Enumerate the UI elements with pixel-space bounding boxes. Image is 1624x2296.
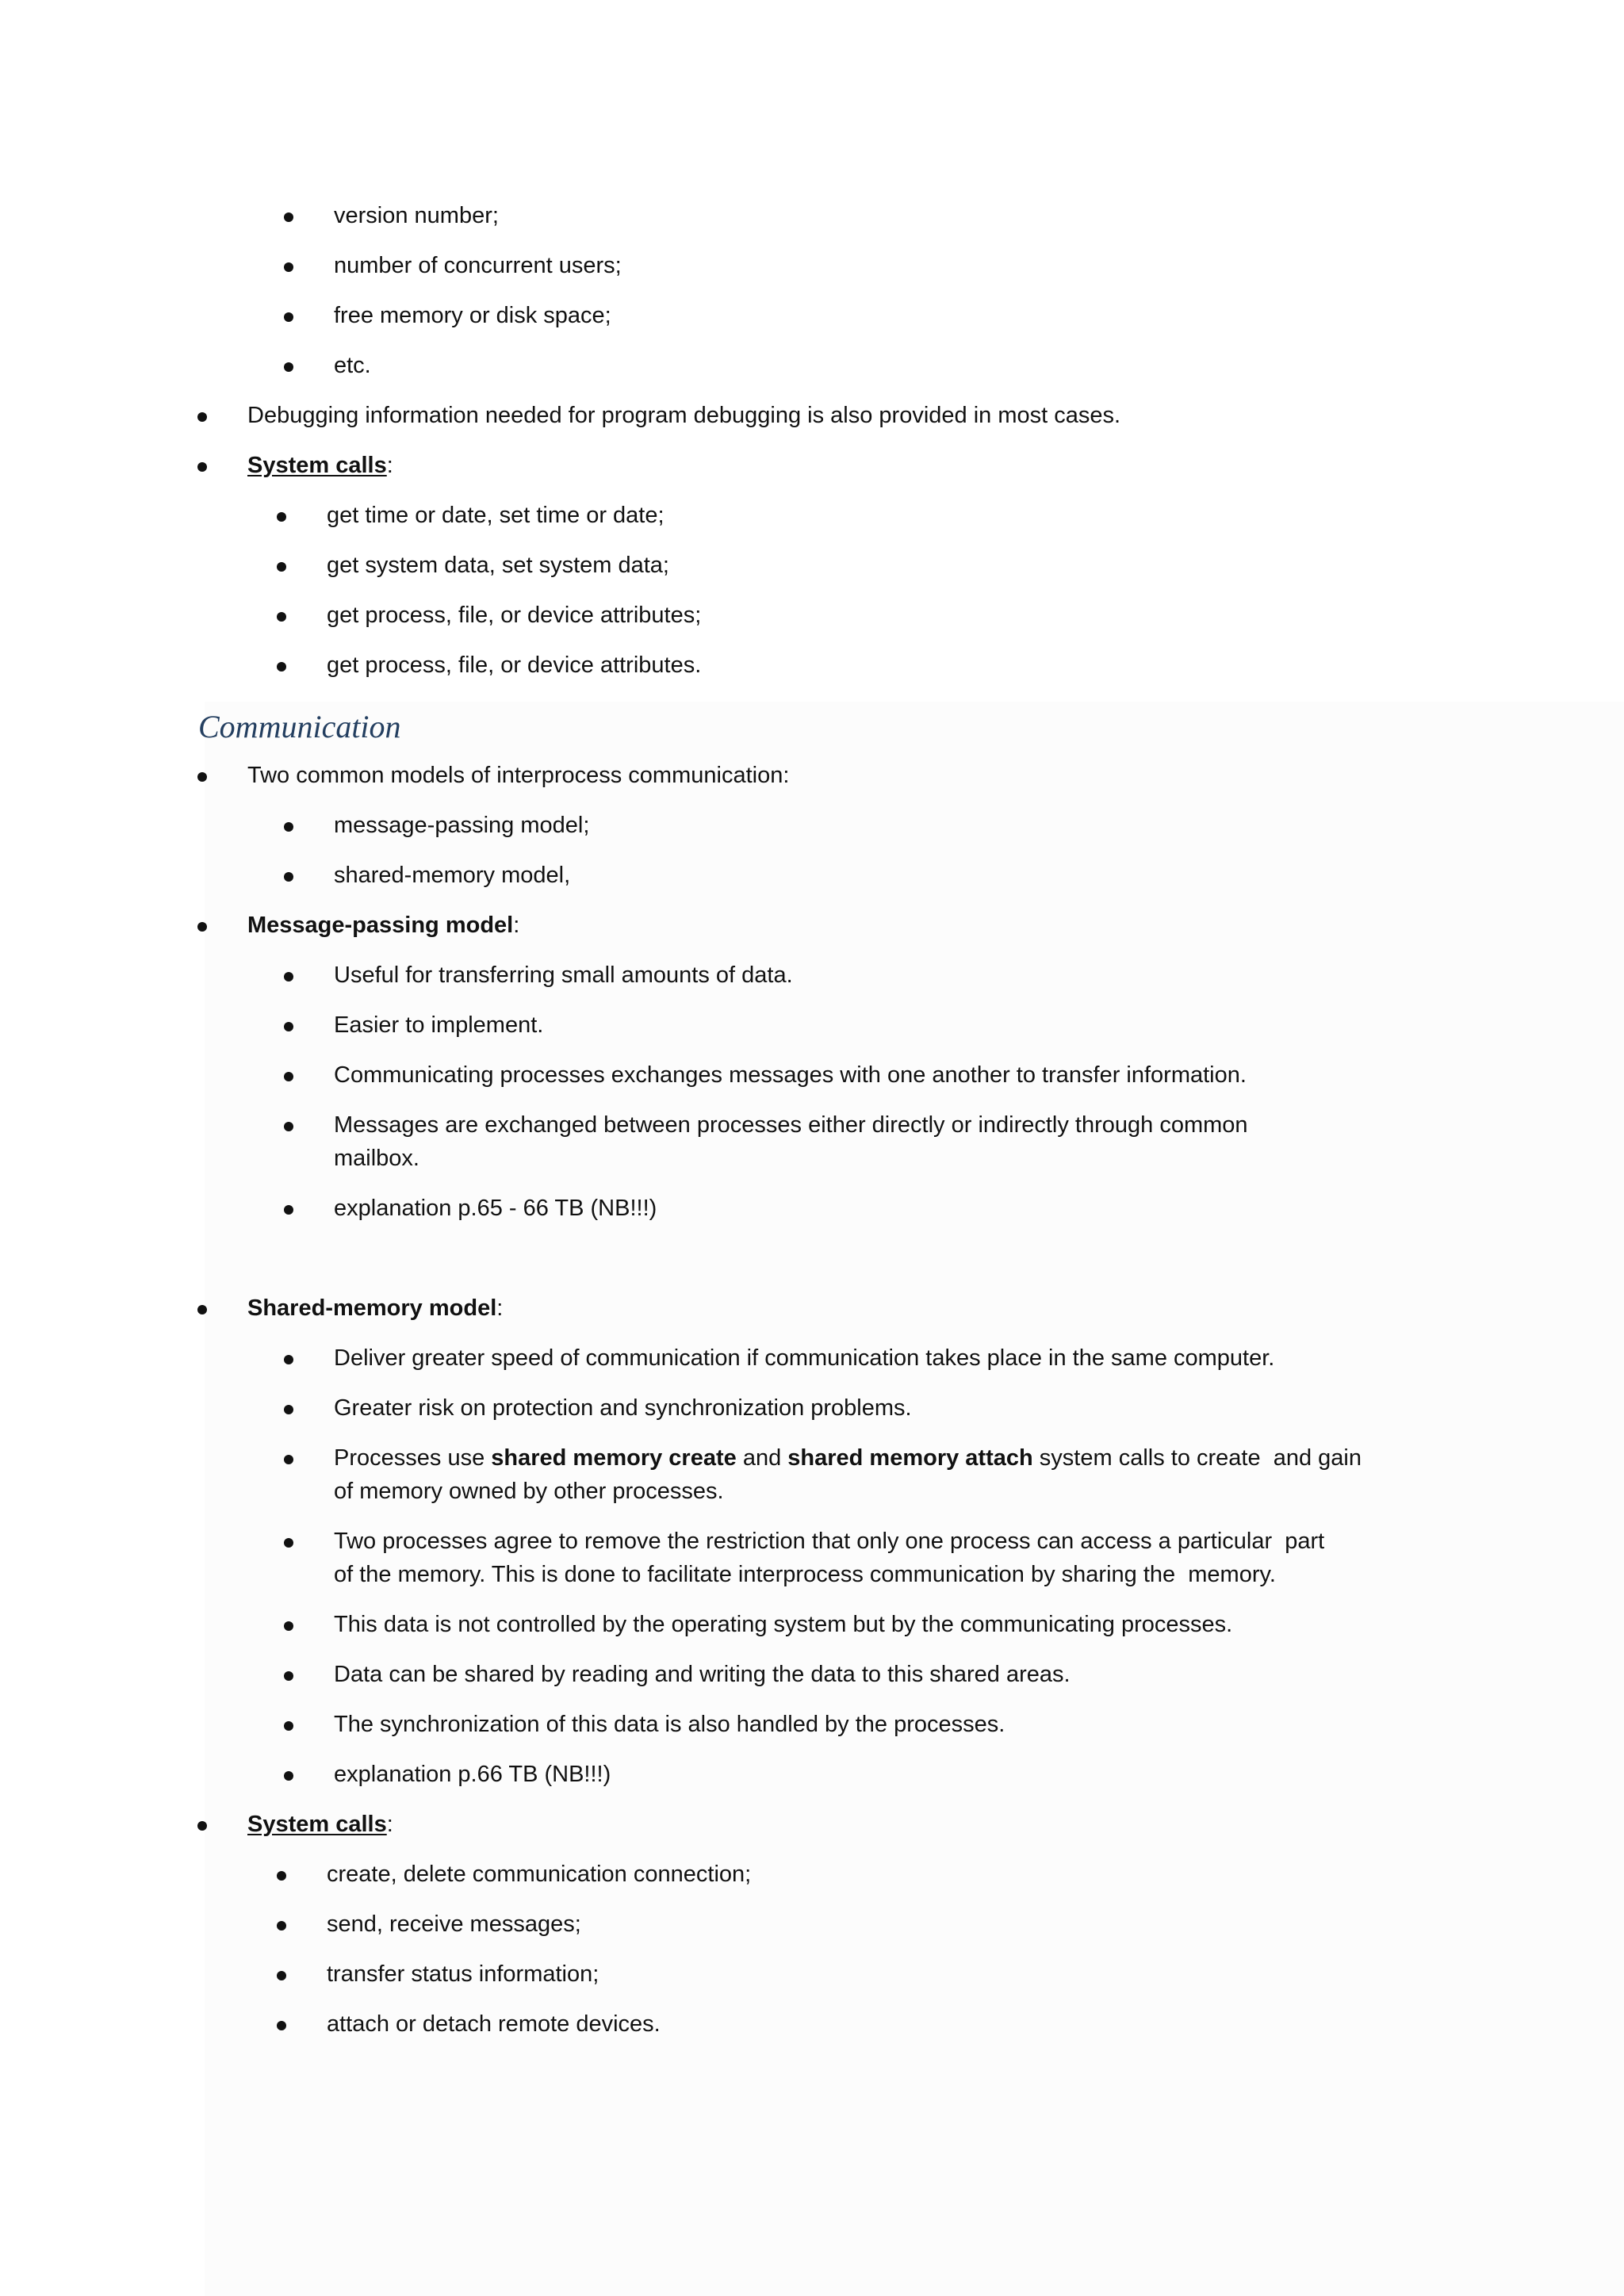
- shared-memory-label: Shared-memory model: [247, 1295, 497, 1321]
- system-calls-line: [247, 449, 1624, 482]
- system-calls-label: System calls: [247, 1812, 387, 1837]
- list-item-text-continued: mailbox.: [334, 1146, 419, 1171]
- bullet-icon: [277, 2021, 286, 2030]
- list-item: [0, 1341, 1624, 1391]
- list-item: [0, 299, 1624, 349]
- list-item: [0, 1608, 1624, 1658]
- list-item: [0, 1008, 1624, 1058]
- list-item-text: get process, file, or device attributes;: [327, 603, 702, 628]
- label-suffix: :: [386, 1812, 393, 1837]
- list-item: [0, 2007, 1624, 2057]
- list-item-text: Deliver greater speed of communication if communication takes place in the same computer.: [334, 1345, 1275, 1371]
- list-item-text: Greater risk on protection and synchronization problems.: [334, 1395, 912, 1421]
- bullet-icon: [284, 312, 293, 322]
- list-item-text: attach or detach remote devices.: [327, 2011, 661, 2037]
- shared-memory-item: [0, 1292, 1624, 1341]
- bullet-icon: [284, 1455, 293, 1464]
- bullet-icon: [284, 822, 293, 832]
- list-item: [0, 349, 1624, 399]
- label-suffix: :: [386, 453, 393, 478]
- bullet-icon: [277, 662, 286, 672]
- bullet-icon: [284, 262, 293, 272]
- list-item: [0, 499, 1624, 549]
- list-item-text: Communicating processes exchanges messages with one another to transfer information.: [334, 1062, 1247, 1088]
- label-suffix: :: [496, 1295, 504, 1321]
- bullet-icon: [284, 1621, 293, 1631]
- list-item: [0, 809, 1624, 859]
- text-segment: Processes use: [334, 1445, 492, 1471]
- message-passing-line: [247, 909, 1624, 942]
- message-passing-label: Message-passing model: [247, 913, 514, 938]
- list-item-text: get system data, set system data;: [327, 553, 669, 578]
- bullet-icon: [284, 1721, 293, 1731]
- list-item-text: message-passing model;: [334, 813, 590, 838]
- list-item-text-continued: of the memory. This is done to facilitate interprocess communication by sharing the memory.: [334, 1562, 1276, 1587]
- list-item-text: transfer status information;: [327, 1961, 599, 1987]
- communication-intro-text: Two common models of interprocess communication:: [247, 763, 790, 788]
- bullet-icon: [277, 562, 286, 572]
- debugging-note-item: [0, 399, 1624, 449]
- system-calls-item: [0, 449, 1624, 499]
- list-item-text: Easier to implement.: [334, 1012, 544, 1038]
- list-item: [0, 1908, 1624, 1957]
- bullet-icon: [284, 1122, 293, 1131]
- bullet-icon: [197, 1305, 207, 1314]
- bullet-icon: [277, 512, 286, 522]
- bullet-icon: [197, 772, 207, 782]
- bullet-icon: [277, 1971, 286, 1980]
- bullet-icon: [284, 1072, 293, 1081]
- list-item: [0, 599, 1624, 649]
- debugging-note-text: Debugging information needed for program debugging is also provided in most cases.: [247, 403, 1121, 428]
- label-suffix: :: [513, 913, 520, 938]
- list-item-text: get time or date, set time or date;: [327, 503, 665, 528]
- bullet-icon: [277, 1921, 286, 1931]
- list-item: [0, 649, 1624, 698]
- list-item-text: free memory or disk space;: [334, 303, 611, 328]
- list-item: [0, 859, 1624, 909]
- list-item-text: version number;: [334, 203, 499, 228]
- list-item: [0, 1391, 1624, 1441]
- list-item-text: number of concurrent users;: [334, 253, 622, 278]
- bullet-icon: [277, 612, 286, 622]
- list-item-text: etc.: [334, 353, 371, 378]
- list-item-text: create, delete communication connection;: [327, 1862, 752, 1887]
- bullet-icon: [284, 362, 293, 372]
- section-heading-communication: Communication: [198, 709, 401, 744]
- bullet-icon: [284, 1538, 293, 1548]
- list-item-text: explanation p.66 TB (NB!!!): [334, 1762, 611, 1787]
- bullet-icon: [284, 972, 293, 982]
- shared-memory-line: [247, 1292, 1624, 1325]
- document-body: [0, 199, 1624, 2057]
- bullet-icon: [284, 872, 293, 882]
- list-item-text: send, receive messages;: [327, 1911, 581, 1937]
- list-item: [0, 1758, 1624, 1808]
- list-item: [0, 1658, 1624, 1708]
- text-segment: and: [736, 1445, 788, 1471]
- bullet-icon: [284, 1205, 293, 1215]
- list-item: [0, 1858, 1624, 1908]
- list-item: [0, 1708, 1624, 1758]
- bullet-icon: [197, 1821, 207, 1831]
- communication-intro-item: [0, 759, 1624, 809]
- list-item: [0, 959, 1624, 1008]
- message-passing-item: [0, 909, 1624, 959]
- bullet-icon: [197, 462, 207, 472]
- list-item-text: [334, 1441, 1624, 1475]
- list-item: [0, 249, 1624, 299]
- list-item-text: The synchronization of this data is also handled by the processes.: [334, 1712, 1005, 1737]
- shared-memory-create-term: shared memory create: [491, 1445, 737, 1471]
- text-segment: system calls to create and gain: [1032, 1445, 1362, 1471]
- bullet-icon: [277, 1871, 286, 1881]
- list-item: [0, 1957, 1624, 2007]
- system-calls-line: [247, 1808, 1624, 1841]
- bullet-icon: [284, 1022, 293, 1031]
- bullet-icon: [284, 212, 293, 222]
- list-item-text: This data is not controlled by the operating system but by the communicating processes.: [334, 1612, 1233, 1637]
- list-item-text: get process, file, or device attributes.: [327, 652, 702, 678]
- list-item: [0, 1108, 1624, 1192]
- system-calls-label: System calls: [247, 453, 387, 478]
- list-item: [0, 1192, 1624, 1242]
- list-item-text: explanation p.65 - 66 TB (NB!!!): [334, 1196, 657, 1221]
- list-item-text: Two processes agree to remove the restriction that only one process can access a particular part: [334, 1529, 1325, 1554]
- list-item-text-continued: of memory owned by other processes.: [334, 1479, 724, 1504]
- list-item: [0, 1058, 1624, 1108]
- bullet-icon: [197, 412, 207, 422]
- list-item: [0, 549, 1624, 599]
- bullet-icon: [284, 1355, 293, 1364]
- system-calls-item: [0, 1808, 1624, 1858]
- list-item-text: Useful for transferring small amounts of data.: [334, 962, 793, 988]
- list-item: [0, 1525, 1624, 1608]
- bullet-icon: [284, 1405, 293, 1414]
- list-item-text: Data can be shared by reading and writing the data to this shared areas.: [334, 1662, 1071, 1687]
- shared-memory-attach-term: shared memory attach: [787, 1445, 1033, 1471]
- bullet-icon: [197, 922, 207, 932]
- bullet-icon: [284, 1671, 293, 1681]
- list-item-text: Messages are exchanged between processes either directly or indirectly through common: [334, 1112, 1248, 1138]
- bullet-icon: [284, 1771, 293, 1781]
- list-item: [0, 199, 1624, 249]
- list-item-text: shared-memory model,: [334, 863, 571, 888]
- list-item: [0, 1441, 1624, 1525]
